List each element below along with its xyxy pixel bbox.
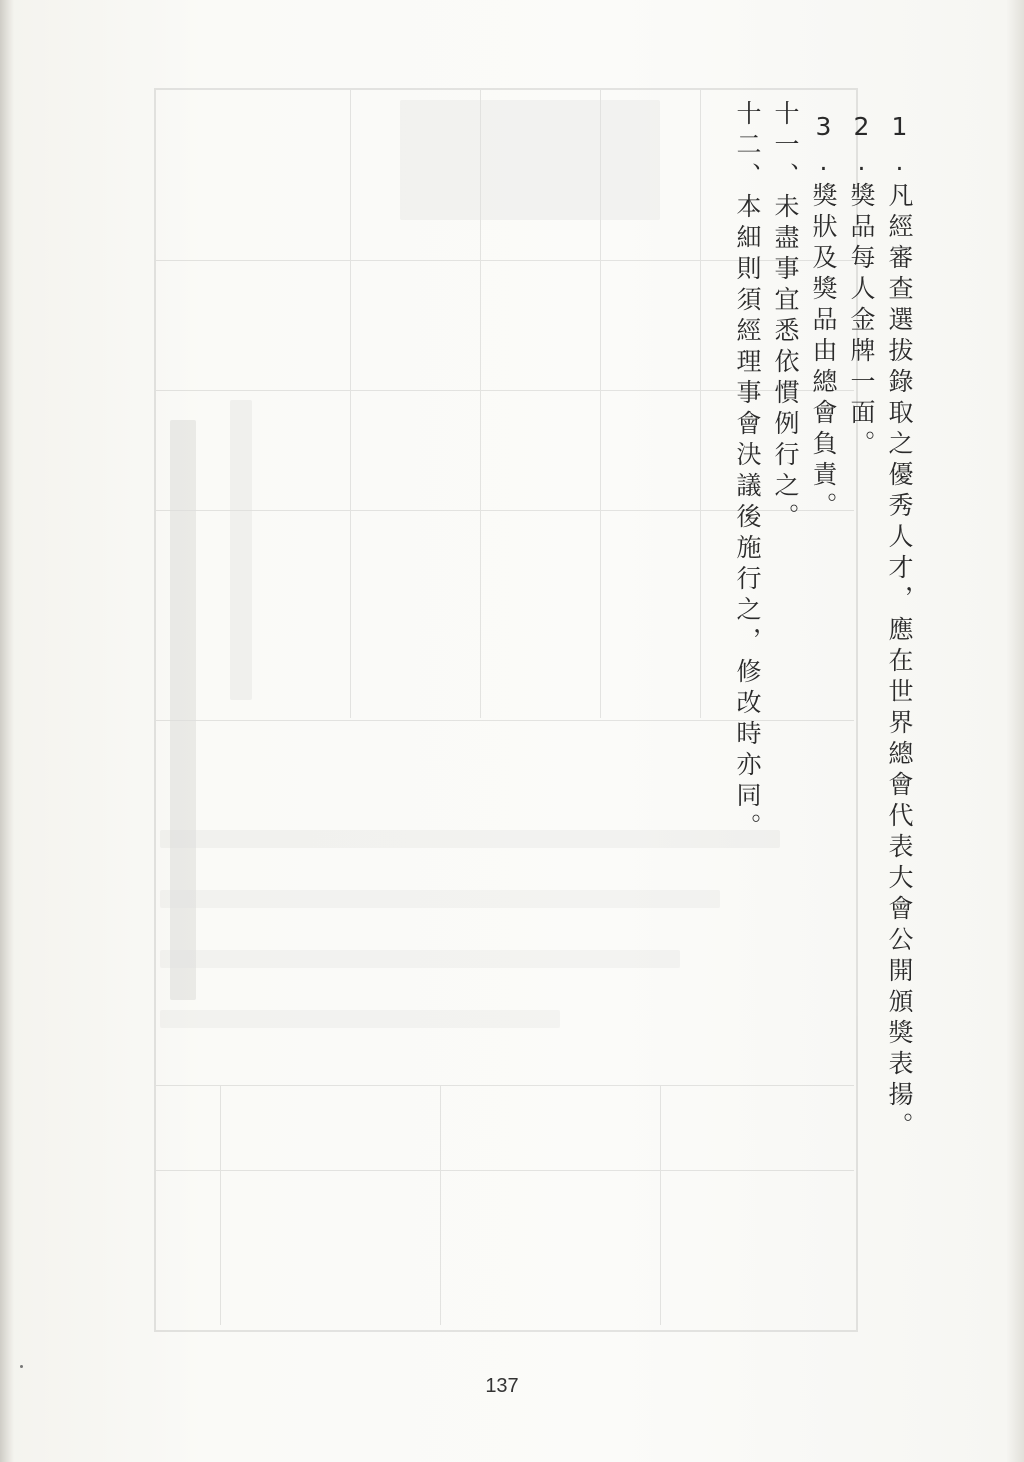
- clause-1-text: 1.凡經審查選拔錄取之優秀人才，應在世界總會代表大會公開頒獎表揚。: [885, 112, 914, 1143]
- bleed-through-form-image: [140, 80, 880, 1350]
- scan-speck: [20, 1365, 23, 1368]
- article-12-text: 十二、本細則須經理事會決議後施行之，修改時亦同。: [733, 100, 762, 844]
- page-number: 137: [485, 1375, 519, 1397]
- article-11-text: 十一、未盡事宜悉依慣例行之。: [771, 100, 800, 534]
- clause-2-text: 2.獎品每人金牌一面。: [847, 112, 876, 461]
- binding-edge-shadow: [0, 0, 14, 1462]
- page-edge-shadow: [1006, 0, 1024, 1462]
- clause-3-text: 3.獎狀及獎品由總會負責。: [809, 112, 838, 523]
